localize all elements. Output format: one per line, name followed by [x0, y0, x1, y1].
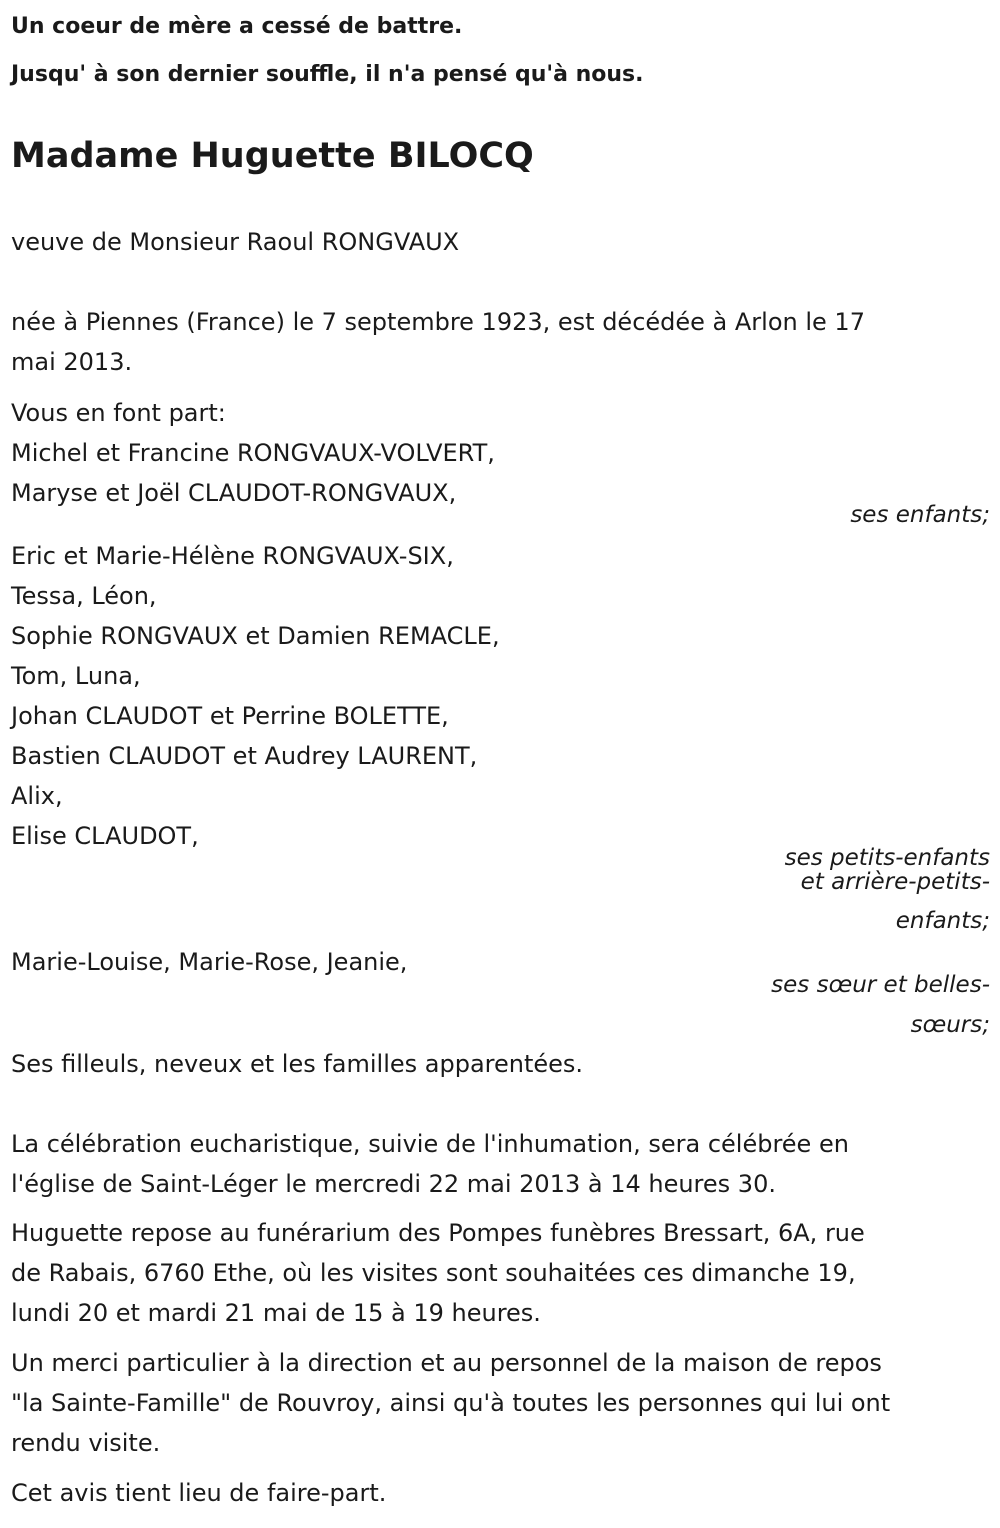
list-item: Elise CLAUDOT, [11, 822, 199, 850]
repose-line-3: lundi 20 et mardi 21 mai de 15 à 19 heures. [11, 1299, 541, 1327]
list-item: Michel et Francine RONGVAUX-VOLVERT, [11, 439, 495, 467]
ceremony-line-2: l'église de Saint-Léger le mercredi 22 mai 2013 à 14 heures 30. [11, 1170, 776, 1198]
birth-death-line-1: née à Piennes (France) le 7 septembre 1923, est décédée à Arlon le 17 [11, 308, 865, 336]
list-item: Johan CLAUDOT et Perrine BOLETTE, [11, 702, 449, 730]
list-item: Bastien CLAUDOT et Audrey LAURENT, [11, 742, 478, 770]
list-item: Eric et Marie-Hélène RONGVAUX-SIX, [11, 542, 454, 570]
ceremony-line-1: La célébration eucharistique, suivie de l'inhumation, sera célébrée en [11, 1130, 849, 1158]
thanks-line-3: rendu visite. [11, 1429, 161, 1457]
relation-children: ses enfants; [850, 502, 990, 528]
list-item: Maryse et Joël CLAUDOT-RONGVAUX, [11, 479, 457, 507]
closing-note: Cet avis tient lieu de faire-part. [11, 1479, 387, 1507]
relation-sisters-line-1: ses sœur et belles- [771, 972, 990, 998]
relation-grandchildren-line-2: et arrière-petits- [800, 869, 990, 895]
thanks-line-2: "la Sainte-Famille" de Rouvroy, ainsi qu'à toutes les personnes qui lui ont [11, 1389, 891, 1417]
relation-grandchildren-line-3: enfants; [895, 908, 990, 934]
list-item: Tom, Luna, [11, 662, 141, 690]
others: Ses filleuls, neveux et les familles apparentées. [11, 1050, 584, 1078]
deceased-name: Madame Huguette BILOCQ [11, 136, 534, 176]
relation-sisters-line-2: sœurs; [910, 1012, 990, 1038]
widow-of: veuve de Monsieur Raoul RONGVAUX [11, 228, 460, 256]
sisters-names: Marie-Louise, Marie-Rose, Jeanie, [11, 948, 408, 976]
repose-line-1: Huguette repose au funérarium des Pompes funèbres Bressart, 6A, rue [11, 1219, 865, 1247]
relation-grandchildren-line-1: ses petits-enfants [784, 845, 990, 871]
list-item: Tessa, Léon, [11, 582, 157, 610]
headline-line-2: Jusqu' à son dernier souffle, il n'a pensé qu'à nous. [11, 62, 644, 87]
announced-by: Vous en font part: [11, 399, 226, 427]
list-item: Sophie RONGVAUX et Damien REMACLE, [11, 622, 500, 650]
thanks-line-1: Un merci particulier à la direction et au personnel de la maison de repos [11, 1349, 882, 1377]
headline-line-1: Un coeur de mère a cessé de battre. [11, 14, 463, 39]
repose-line-2: de Rabais, 6760 Ethe, où les visites sont souhaitées ces dimanche 19, [11, 1259, 856, 1287]
birth-death-line-2: mai 2013. [11, 348, 133, 376]
list-item: Alix, [11, 782, 63, 810]
